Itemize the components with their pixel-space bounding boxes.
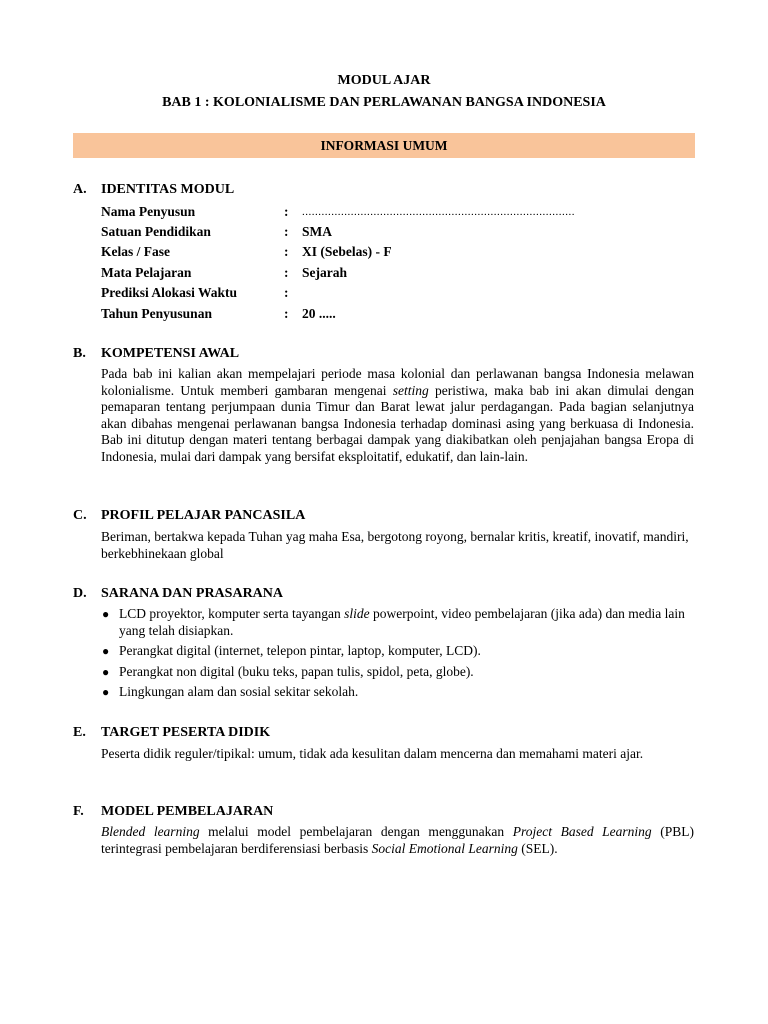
list-item [101, 684, 694, 701]
section-b-letter: B. [73, 346, 86, 361]
bullet-icon: ● [102, 685, 110, 699]
identity-label: Kelas / Fase [101, 244, 170, 259]
list-item [101, 606, 694, 639]
italic-term: slide [344, 606, 370, 621]
text-run: (SEL). [517, 840, 558, 856]
identity-colon: : [284, 285, 289, 300]
section-c-paragraph: Beriman, bertakwa kepada Tuhan yag maha Esa, bergotong royong, bernalar kritis, kreatif, inovatif, mandiri, berkebhinekaan global [101, 529, 689, 561]
identity-label: Prediksi Alokasi Waktu [101, 285, 238, 300]
identity-value: 20 ..... [302, 306, 336, 321]
identity-colon: : [284, 204, 289, 219]
document-title: MODUL AJAR [337, 73, 431, 88]
facility-list [101, 606, 694, 705]
text-run: Perangkat non digital (buku teks, papan tulis, spidol, peta, globe). [119, 663, 474, 679]
identity-value: .................................................................................... [302, 206, 575, 218]
text-run: melalui model pembelajaran dengan menggunakan [199, 824, 513, 839]
bullet-icon: ● [102, 664, 110, 679]
identity-label: Nama Penyusun [101, 204, 196, 219]
document-subtitle: BAB 1 : KOLONIALISME DAN PERLAWANAN BANGSA INDONESIA [162, 95, 606, 110]
section-c-letter: C. [73, 508, 87, 523]
section-banner: INFORMASI UMUM [73, 133, 695, 158]
identity-colon: : [284, 306, 289, 321]
text-run: Pada bab ini kalian akan mempelajari periode masa kolonial dan perlawanan bangsa Indonesia melawan kolonialisme. Untuk memberi gambaran mengenai [101, 366, 694, 398]
section-b-title: KOMPETENSI AWAL [101, 346, 240, 361]
section-a-letter: A. [73, 182, 87, 197]
section-e-paragraph: Peserta didik reguler/tipikal: umum, tidak ada kesulitan dalam mencerna dan memahami materi ajar. [101, 746, 644, 761]
identity-colon: : [284, 265, 289, 280]
section-b-paragraph [101, 366, 694, 465]
italic-term: Project Based Learning [512, 824, 652, 839]
section-d-title: SARANA DAN PRASARANA [101, 586, 284, 601]
identity-label: Tahun Penyusunan [101, 306, 212, 321]
text-run: Perangkat digital (internet, telepon pintar, laptop, komputer, LCD). [119, 643, 481, 658]
text-run: powerpoint, video pembelajaran (jika ada) dan media lain yang telah disiapkan. [119, 606, 685, 638]
list-item [101, 664, 694, 681]
section-f-title: MODEL PEMBELAJARAN [101, 804, 274, 819]
identity-colon: : [284, 244, 289, 259]
bullet-icon: ● [102, 644, 110, 658]
section-a-title: IDENTITAS MODUL [101, 182, 235, 197]
text-run: peristiwa, maka bab ini akan dimulai dengan pemaparan tentang perjumpaan dunia Timur dan Barat lewat jalur perdagangan. Pada bagian selanjutnya akan dibahas mengenai perlawanan bangsa Indonesia terhadap dominasi asing yang berkuasa di Indonesia. Bab ini ditutup dengan materi tentang berbagai dampak yang diakibatkan oleh penjajahan bangsa Eropa di Indonesia, mulai dari dampak yang bersifat eksploitatif, edukatif, dan lain-lain. [101, 382, 694, 464]
identity-value: XI (Sebelas) - F [302, 244, 392, 259]
identity-value: SMA [302, 224, 332, 239]
text-run: LCD proyektor, komputer serta tayangan [119, 606, 345, 621]
text-run: Lingkungan alam dan sosial sekitar sekolah. [119, 684, 359, 699]
bullet-icon: ● [102, 607, 110, 621]
italic-term: Blended learning [101, 824, 200, 839]
identity-colon: : [284, 224, 289, 239]
section-f-paragraph [101, 824, 694, 857]
identity-label: Mata Pelajaran [101, 265, 192, 280]
italic-term: setting [392, 382, 429, 398]
identity-value: Sejarah [302, 265, 347, 280]
section-d-letter: D. [73, 586, 87, 601]
section-e-letter: E. [73, 725, 86, 740]
text-run: (PBL) terintegrasi pembelajaran berdiferensiasi berbasis [101, 824, 695, 856]
section-c-title: PROFIL PELAJAR PANCASILA [101, 508, 306, 523]
section-f-letter: F. [73, 804, 84, 819]
italic-term: Social Emotional Learning [371, 840, 518, 856]
section-e-title: TARGET PESERTA DIDIK [101, 725, 271, 740]
list-item [101, 643, 694, 660]
identity-label: Satuan Pendidikan [101, 224, 211, 239]
